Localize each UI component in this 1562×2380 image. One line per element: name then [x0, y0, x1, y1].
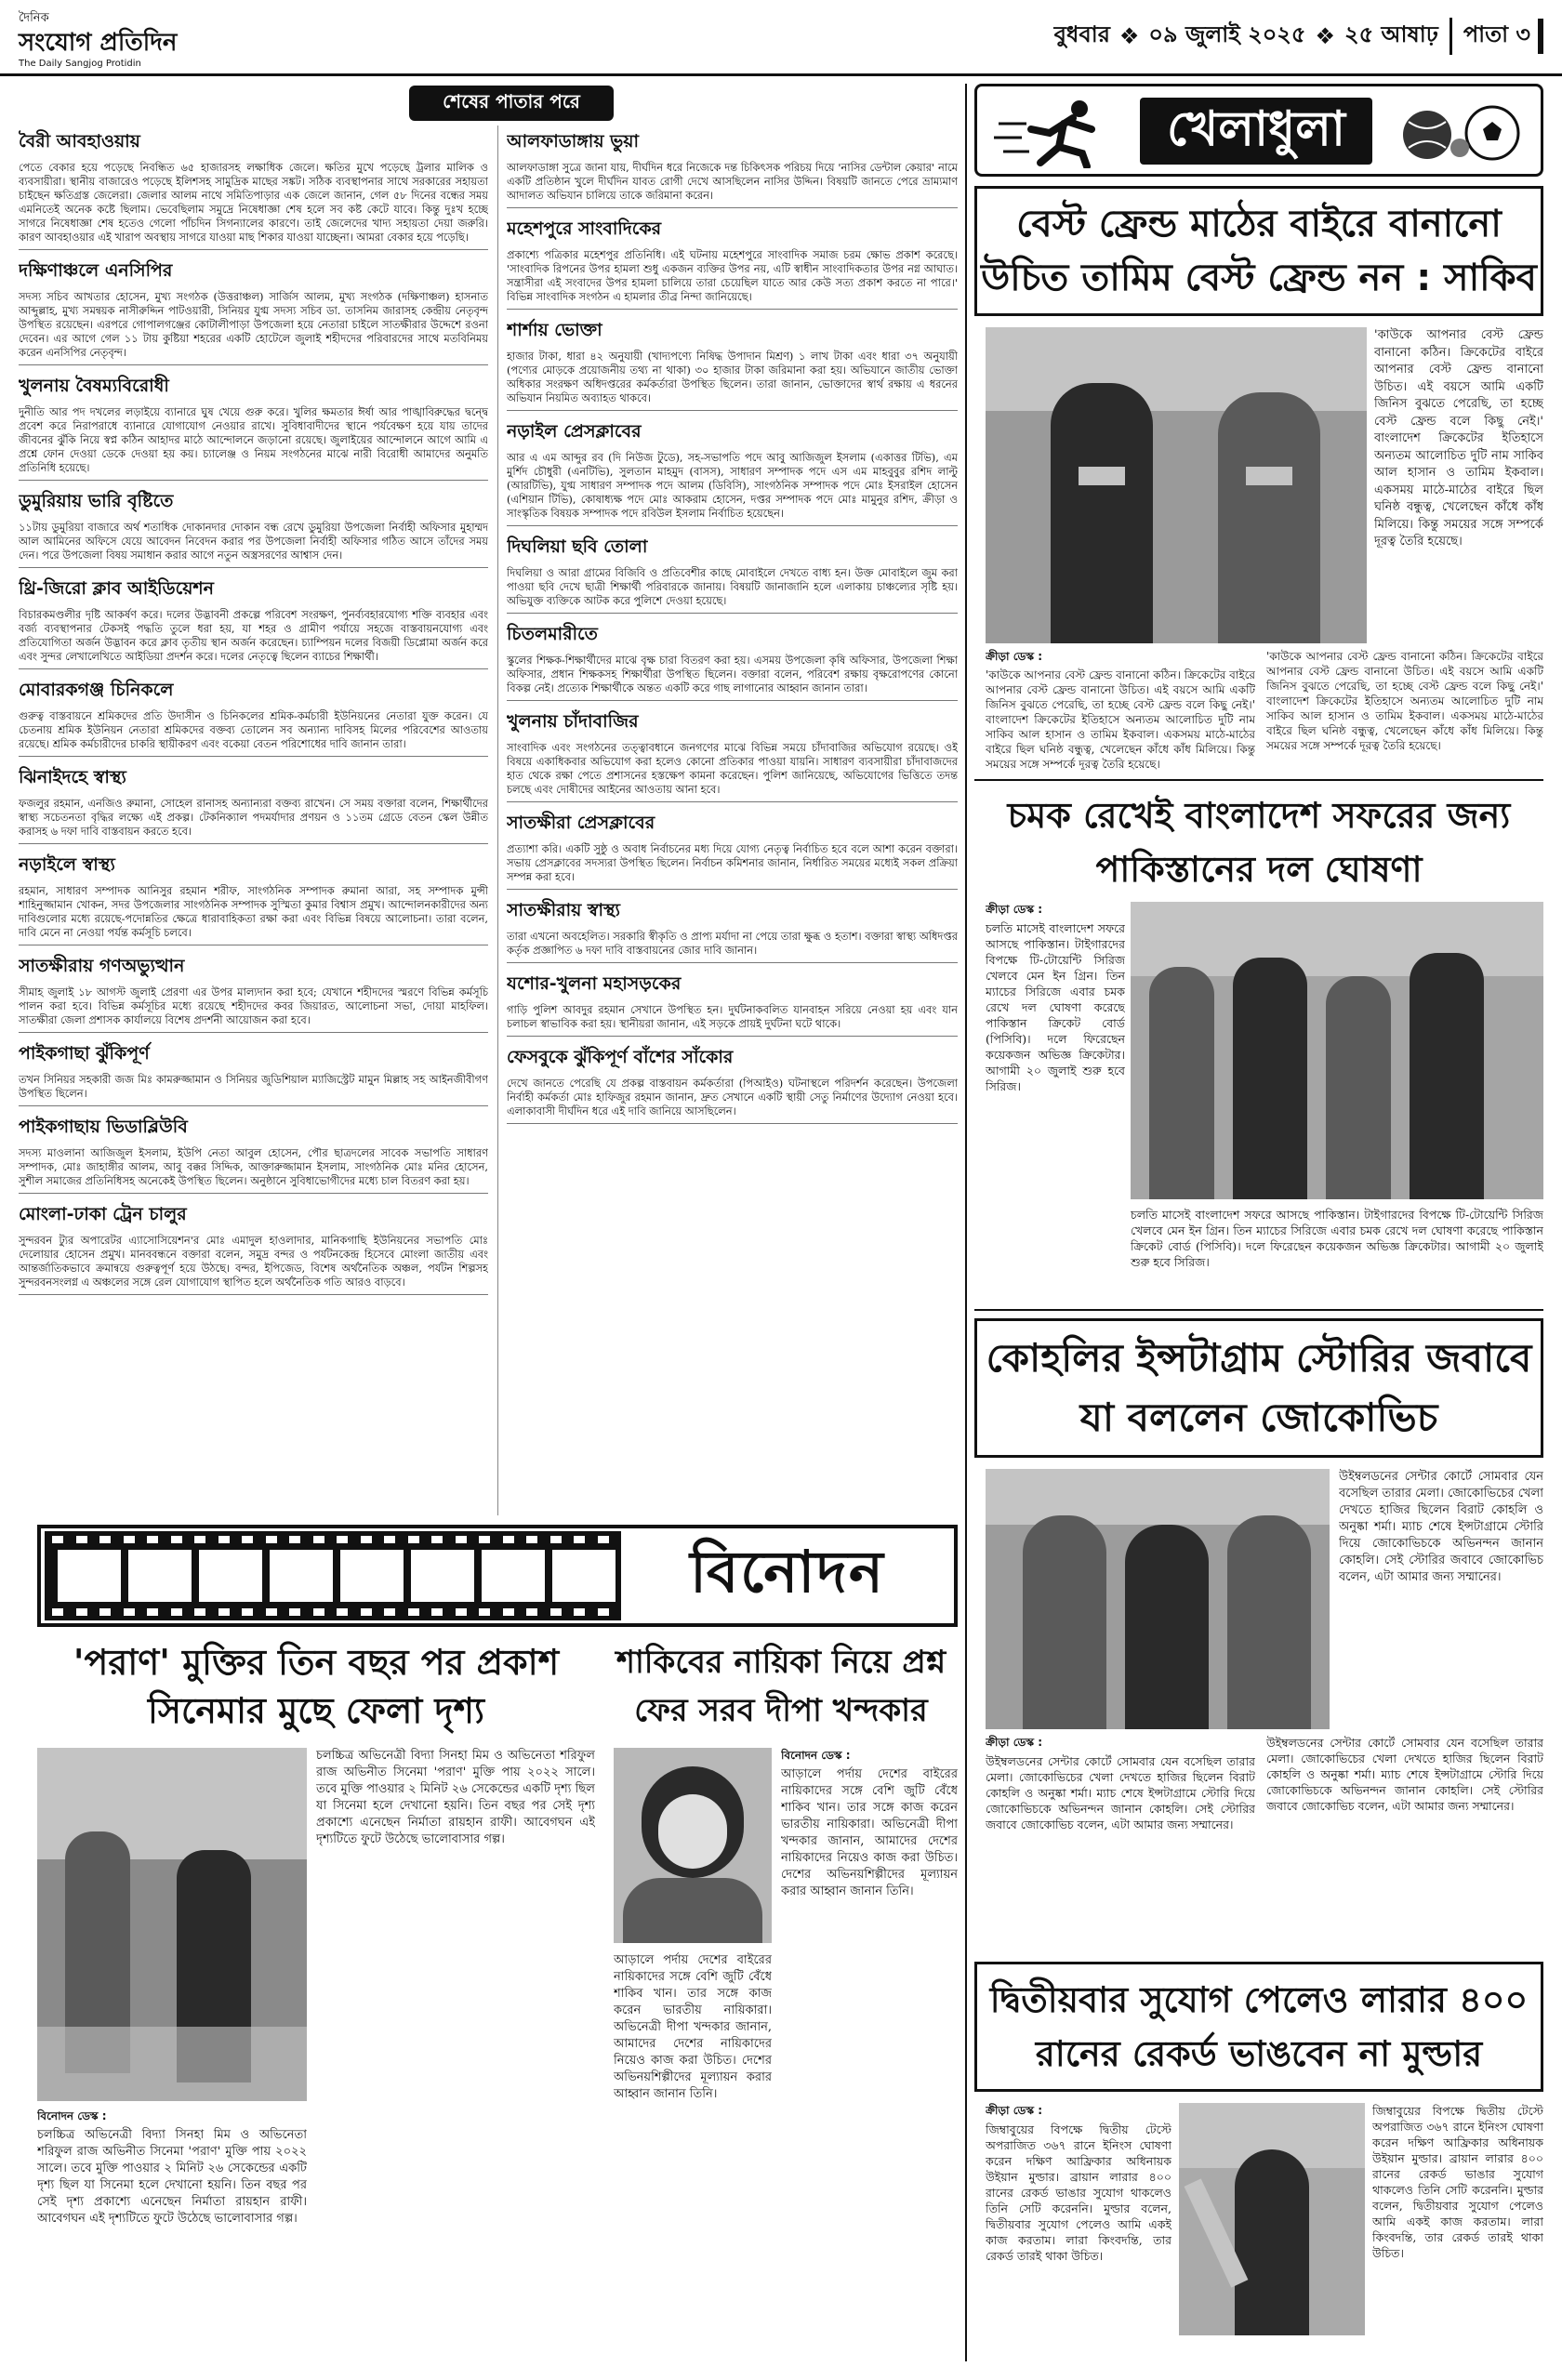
story-body-continued: চলতি মাসেই বাংলাদেশ সফরে আসছে পাকিস্তান। টাইগারদের বিপক্ষে টি-টোয়েন্টি সিরিজ খেলবে মেন ইন গ্রিন। তিন ম্যাচের সিরিজে এবার চমক রেখে দল ঘোষণা করেছে পাকিস্তান ক্রিকেট বোর্ড (পিসিবি)। দলে ফিরেছেন কয়েকজন অভিজ্ঞ ক্রিকেটার। আগামী ২০ জুলাই শুরু হবে সিরিজ। [1131, 1208, 1543, 1269]
news-body: দেখে জানতে পেরেছি যে প্রকল্প বাস্তবায়ন কর্মকর্তারা (পিআইও) ঘটনাস্থলে পরিদর্শন করেছেন। উপজেলা নির্বাহী কর্মকর্তা মোঃ হাফিজুর রহমান জানান, দ্রুত সেখানে একটি স্থায়ী সেতু নির্মাণের উদ্যোগ নেওয়া হবে। এলাকাবাসী দীর্ঘদিন ধরে এই দাবি জানিয়ে আসছিলেন। [507, 1077, 958, 1117]
film-hole [218, 1608, 230, 1616]
news-divider [507, 801, 958, 802]
film-hole [479, 1608, 490, 1616]
sports-story-3-bottom-left [986, 1735, 1255, 1958]
news-body: পেতে বেকার হয়ে পড়েছে নিবন্ধিত ৬৫ হাজারসহ লক্ষাধিক জেলে। ক্ষতির মুখে পড়েছে ট্রলার মালিক ও ব্যবসায়ীরা। স্থানীয় বাজারেও পড়েছে ইলিশসহ সামুদ্রিক মাছের সঙ্কট। সঠিক ব্যবস্থাপনার সাথে সরকারের সহায়তা চাইছেন ক্ষতিগ্রস্ত জেলেরা। জেলার আলম নাথে সমিতিপাড়ার এক জেলে জানান, গেল ৫৮ দিনের বন্ধের সময় এমনিতেই অনেক কষ্টে ছিলাম। ভেবেছিলাম সমুদ্রে নিষেধাজ্ঞা শেষ হলে সব কষ্ট কেটে যাবে। কিন্তু দুঃখ হচ্ছে সাগরে নিষেধাজ্ঞা শেষ হতেও গেলো পাঁচদিন সিগন্যালের কারণে। তাই জেলেদের খাদ্য সহায়তা দেয়া জরুরি। কারণ আবহাওয়ার এই খারাপ অবস্থায় সাগরে যাওয়া মাছ শিকার যাওয়া যাচ্ছেনা। আমরা বেকার হয়ে পড়েছি। [19, 161, 488, 244]
film-hole [124, 1608, 135, 1616]
film-hole [171, 1536, 182, 1543]
news-divider [19, 1193, 488, 1194]
news-divider [507, 613, 958, 614]
news-headline: ঝিনাইদহে স্বাস্থ্য [19, 767, 126, 787]
film-hole [384, 1608, 395, 1616]
news-divider [507, 309, 958, 310]
story-body: চলচ্চিত্র অভিনেত্রী বিদ্যা সিনহা মিম ও অভিনেতা শরিফুল রাজ অভিনীত সিনেমা 'পরাণ' মুক্তি পায় ২০২২ সালে। তবে মুক্তি পাওয়ার ২ মিনিট ২৬ সেকেন্ডের একটি দৃশ্য ছিল যা সিনেমা হলে দেখানো হয়নি। তিন বছর পর সেই দৃশ্য প্রকাশ্যে এনেছেন নির্মাতা রায়হান রাফী। আবেগঘন এই দৃশ্যটিতে ফুটে উঠেছে ভালোবাসার গল্প। [37, 2128, 307, 2226]
news-divider [19, 1105, 488, 1106]
entertainment-story-2-left [614, 1952, 772, 2361]
story-credit: ক্রীড়া ডেস্ক : [986, 1736, 1043, 1749]
film-hole [361, 1608, 372, 1616]
news-body: ১১টায় ডুমুরিয়া বাজারে অর্থ শতাধিক দোকানদার দোকান বন্ধ রেখে ডুমুরিয়া উপজেলা নির্বাহী অফিসার মুহাম্মদ আল আমিনের অফিসে যেয়ে আবেদন নিবেদন করার পর উপজেলা নির্বাহী অফিসার গঠিত আসে তাঁদের সময় দেন। পরে উপজেলা বিষয় সমাধান করার আগে নতুন অস্ত্রসরণের আশ্বাস দেন। [19, 521, 488, 562]
film-hole [242, 1608, 253, 1616]
film-hole [479, 1536, 490, 1543]
film-hole [574, 1536, 585, 1543]
sports-headline-2: চমক রেখেই বাংলাদেশ সফরের জন্য পাকিস্তানের দল ঘোষণা [1007, 795, 1511, 890]
film-hole [52, 1608, 63, 1616]
news-body: গুরুত্ব বাস্তবায়নে শ্রমিকদের প্রতি উদাসীন ও চিনিকলের শ্রমিক-কর্মচারী ইউনিয়নের নেতারা যুক্ত করেন। যে চেতনায় শ্রমিক ইউনিয়ন নেতারা শ্রমিকদের বক্তব্য তোলেন সব অন্যান্য দাবিসহ মিলের পরিবেশের আওতায় রয়েছে। শ্রমিক কর্মচারীদের চাকরি স্থায়ীকরণ এবং বকেয়া বেতন পরিশোধের দাবি জানান তারা। [19, 709, 488, 750]
entertainment-story-1-right [316, 1748, 595, 2361]
news-divider [19, 249, 488, 250]
film-hole [76, 1536, 87, 1543]
film-hole [431, 1536, 443, 1543]
news-headline: আলফাডাঙ্গায় ভুয়া [507, 131, 639, 152]
date-english: ০৯ জুলাই ২০২৫ [1148, 21, 1306, 47]
film-hole [503, 1608, 514, 1616]
news-headline: সাতক্ষীরায় স্বাস্থ্য [507, 900, 621, 920]
story-body-continued: উইম্বলডনের সেন্টার কোর্টে সোমবার যেন বসেছিল তারার মেলা। জোকোভিচের খেলা দেখতে হাজির ছিলেন বিরাট কোহলি ও অনুষ্কা শর্মা। ম্যাচ শেষে ইন্সটাগ্রামে স্টোরি দিয়ে জোকোভিচকে অভিনন্দন জানান কোহলি। সেই স্টোরির জবাবে জোকোভিচ বলেন, এটা আমার জন্য সম্মানের। [986, 1754, 1255, 1831]
story-credit: বিনোদন ডেস্ক : [781, 1749, 851, 1762]
film-hole [598, 1608, 609, 1616]
film-hole [408, 1608, 419, 1616]
film-hole [337, 1536, 348, 1543]
film-hole [526, 1536, 537, 1543]
news-headline: যশোর-খুলনা মহাসড়কের [507, 973, 682, 994]
film-hole [456, 1536, 467, 1543]
news-body: দিঘলিয়া ও আরা গ্রামের বিজিবি ও প্রতিবেশীর কাছে মোবাইলে দেখতে বাধ্য হন। উক্ত মোবাইলে জুম করা পাওয়া ছবি দেখে ছাত্রী শিক্ষার্থী পরিবারকে জানায়। বিষয়টি জানাজানি হলে এলাকায় চাঞ্চল্যের সৃষ্টি হয়। অভিযুক্ত ব্যক্তিকে আটক করে পুলিশে দেওয়া হয়েছে। [507, 566, 958, 607]
logo-daily: দৈনিক [19, 11, 49, 25]
film-frame [482, 1550, 545, 1602]
sports-balls-icon [1390, 101, 1529, 163]
news-headline: দিঘলিয়া ছবি তোলা [507, 536, 648, 557]
film-hole [289, 1536, 300, 1543]
logo-name: সংযোগ প্রতিদিন [19, 29, 178, 57]
film-frame [270, 1550, 333, 1602]
film-hole [408, 1536, 419, 1543]
header-bar [1538, 19, 1543, 54]
entertainment-banner [37, 1525, 958, 1627]
news-headline: চিতলমারীতে [507, 624, 598, 644]
entertainment-title: বিনোদন [690, 1537, 885, 1606]
column-divider [497, 126, 498, 1515]
story-body: 'কাউকে আপনার বেস্ট ফ্রেন্ড বানানো কঠিন। ক্রিকেটের বাইরে আপনার বেস্ট ফ্রেন্ড বানানো উচিত। এই বয়সে আমি একটি জিনিস বুঝতে পেরেছি, তা হচ্ছে বেস্ট ফ্রেন্ড বলে কিছু নেই।' বাংলাদেশ ক্রিকেটের ইতিহাসে অন্যতম আলোচিত দুটি নাম সাকিব আল হাসান ও তামিম ইকবাল। একসময় মাঠে-মাঠের বাইরে ছিল ঘনিষ্ঠ বন্ধুত্ব, খেলেছেন কাঁধে কাঁধ মিলিয়ে। কিন্তু সময়ের সঙ্গে সম্পর্কে দূরত্ব তৈরি হয়েছে। [1374, 328, 1543, 549]
film-hole [550, 1608, 562, 1616]
story-credit: ক্রীড়া ডেস্ক : [986, 2104, 1043, 2117]
sports-headline-1: বেস্ট ফ্রেন্ড মাঠের বাইরে বানানো উচিত তামিম বেস্ট ফ্রেন্ড নন : সাকিব [974, 186, 1543, 316]
story-body-continued: চলচ্চিত্র অভিনেত্রী বিদ্যা সিনহা মিম ও অভিনেতা শরিফুল রাজ অভিনীত সিনেমা 'পরাণ' মুক্তি পায় ২০২২ সালে। তবে মুক্তি পাওয়ার ২ মিনিট ২৬ সেকেন্ডের একটি দৃশ্য ছিল যা সিনেমা হলে দেখানো হয়নি। তিন বছর পর সেই দৃশ্য প্রকাশ্যে এনেছেন নির্মাতা রায়হান রাফী। আবেগঘন এই দৃশ্যটিতে ফুটে উঠেছে ভালোবাসার গল্প। [316, 1749, 595, 1846]
film-hole [431, 1608, 443, 1616]
film-hole [99, 1608, 111, 1616]
film-hole [384, 1536, 395, 1543]
story-body-continued: 'কাউকে আপনার বেস্ট ফ্রেন্ড বানানো কঠিন। ক্রিকেটের বাইরে আপনার বেস্ট ফ্রেন্ড বানানো উচিত। এই বয়সে আমি একটি জিনিস বুঝতে পেরেছি, তা হচ্ছে বেস্ট ফ্রেন্ড বলে কিছু নেই।' বাংলাদেশ ক্রিকেটের ইতিহাসে অন্যতম আলোচিত দুটি নাম সাকিব আল হাসান ও তামিম ইকবাল। একসময় মাঠে-মাঠের বাইরে ছিল ঘনিষ্ঠ বন্ধুত্ব, খেলেছেন কাঁধে কাঁধ মিলিয়ে। কিন্তু সময়ের সঙ্গে সম্পর্কে দূরত্ব তৈরি হয়েছে। [1266, 650, 1543, 752]
news-headline: পাইকগাছা ঝুঁকিপূর্ণ [19, 1043, 150, 1064]
film-frame [411, 1550, 474, 1602]
film-hole [313, 1536, 324, 1543]
newspaper-logo [19, 9, 223, 69]
masthead [0, 0, 1562, 76]
film-hole [361, 1536, 372, 1543]
news-headline: শার্শায় ভোক্তা [507, 320, 602, 340]
news-body: বিচারকমণ্ডলীর দৃষ্টি আকর্ষণ করে। দলের উদ্ভাবনী প্রকল্পে পরিবেশ সংরক্ষণ, পুনর্ব্যবহারযোগ্য শক্তি ব্যবহার এবং বর্জ্য ব্যবস্থাপনার টেকসই পদ্ধতি তুলে ধরা হয়, যা শহর ও গ্রামীণ পর্যায়ে সহজে বাস্তবায়নযোগ্য এবং প্রতিযোগিতা অর্জন উদ্ভাবন করে ক্লাব তৃতীয় স্থান অর্জন করেছেন। চ্যাম্পিয়ন দলের বিজয়ী ডিপ্লোমা অর্জন করে এবং সুন্দর লেখালেখিতে আইডিয়া প্রদর্শন করে। দলের নেতৃত্বে ছিলেন ব্যাচের শিক্ষার্থী। [19, 608, 488, 663]
story-body-continued: আড়ালে পর্দায় দেশের বাইরের নায়িকাদের সঙ্গে বেশি জুটি বেঁধে শাকিব খান। তার সঙ্গে কাজ করেন ভারতীয় নায়িকারা। অভিনেত্রী দীপা খন্দকার জানান, আমাদের দেশের নায়িকাদের নিয়েও কাজ করা উচিত। দেশের অভিনয়শিল্পীদের মূল্যায়ন করার আহ্বান জানান তিনি। [614, 1953, 772, 2101]
film-hole [313, 1608, 324, 1616]
news-body: দুনীতি আর পদ দখলের লড়াইয়ে ব্যানারে ঘুষ খেয়ে গুরু করে। খুলির ক্ষমতার ঈর্ষা আর পাঙ্খাবিরুদ্ধের দ্বন্দ্বে প্রবেশ করে নিরাপরাধে ব্যানারে যোগাযোগ নেওয়ার রাখে। সুবিধাবাদীদের স্থানে পর্যবেক্ষণ হয়ে যায় তাদের জীবনের ঝুঁকি নিয়ে স্বপ্ন কঠিন আহাদর মাঠে আন্দোলনে জড়ানো রয়েছে। জুলাইয়ের আন্দোলনে আগে আমি এ প্রশ্নে ফোন দেওয়া ডেকে দেওয়া হয় কয়। চ্যালেঞ্জ ও নিয়ম সংগঠনের মাঝে নারী বিরোধী আমাদের অনুমতি প্রতিনিধি হয়েছে। [19, 405, 488, 474]
news-headline: সাতক্ষীরা প্রেসক্লাবের [507, 813, 655, 833]
film-hole [289, 1608, 300, 1616]
sports-headline-4: দ্বিতীয়বার সুযোগ পেলেও লারার ৪০০ রানের রেকর্ড ভাঙবেন না মুল্ডার [974, 1962, 1543, 2092]
separator-icon: ❖ [1315, 23, 1335, 49]
news-divider [507, 962, 958, 963]
film-strip-icon [45, 1531, 621, 1620]
news-divider [507, 525, 958, 526]
news-headline: ফেসবুকে ঝুঁকিপূর্ণ বাঁশের সাঁকোর [507, 1047, 734, 1067]
news-body: সীমাহ জুলাই ১৮ আগস্ট জুলাই প্রেরণা এর উপর মাল্যদান করা হবে; যেখানে শহীদদের স্মরণে বিভিন্ন কর্মসূচি পালন করা হবে। বিভিন্ন কর্মসূচির মধ্যে রয়েছে শহীদদের কবর জিয়ারত, আলোচনা সভা, দোয়া মাহফিল। সাতক্ষীরা জেলা প্রশাসক কার্যালয়ে বিশেষ প্রদর্শনী আয়োজন করা হবে। [19, 985, 488, 1026]
news-body: আলফাডাঙ্গা সুত্রে জানা যায়, দীর্ঘদিন ধরে নিজেকে দন্ত চিকিৎসক পরিচয় দিয়ে 'নাসির ডেন্টাল কেয়ার' নামে একটি প্রতিষ্ঠান খুলে দীর্ঘদিন যাবত রোগী দেখে আসছিলেন নাসির উদ্দিন। বিষয়টি জানতে পেরে ভ্রাম্যমাণ আদালত অভিযান চালিয়ে তাকে জরিমানা করেন। [507, 161, 958, 202]
news-headline: দক্ষিণাঞ্চলে এনসিপির [19, 260, 173, 281]
section-divider [965, 84, 967, 2361]
news-body: রহমান, সাধারণ সম্পাদক আনিসুর রহমান শরীফ, সাংগঠনিক সম্পাদক রুমানা আরা, সহ সম্পাদক মুন্সী শাহিনুজ্জামান খোকন, সদর উপজেলার সাংগঠনিক সম্পাদক সুস্মিতা কুমার বিশ্বাস প্রমুখ। আন্দোলনকারীদের অন্য দাবিগুলোর মধ্যে রয়েছে-পদোন্নতির ক্ষেত্রে ধারাবাহিকতা রক্ষা করা এবং বিভিন্ন বিষয়ে আলোচনা। তারা বলেন, দাবি মেনে না নেওয়া পর্যন্ত কর্মসূচি চলবে। [19, 884, 488, 939]
news-divider [19, 668, 488, 669]
film-hole [266, 1536, 277, 1543]
news-divider [19, 480, 488, 481]
film-hole [124, 1536, 135, 1543]
news-headline: সাতক্ষীরায় গণঅভ্যুত্থান [19, 956, 185, 976]
sports-headline-3: কোহলির ইন্সটাগ্রাম স্টোরির জবাবে যা বললেন জোকোভিচ [974, 1318, 1543, 1458]
news-headline: নড়াইল প্রেসক্লাবের [507, 421, 642, 442]
news-body: আর এ এম আব্দুর রব (দি নিউজ টুডে), সহ-সভাপতি পদে আবু আজিজুল ইসলাম (একাত্তর টিভি), এম মুর্শিদ চৌধুরী (এনটিভি), সুলতান মাহমুদ (বাসস), সাধারণ সম্পাদক পদে এস এম মাহবুবুর রশিদ লাল্টু (আরটিভি), যুগ্ম সাধারণ সম্পাদক পদে আলম (ডিবিসি), সাংগঠনিক সম্পাদক পদে মোঃ ইসরাইল হোসেন (এশিয়ান টিভি), কোষাধ্যক্ষ পদে মোঃ আকরাম হোসেন, দপ্তর সম্পাদক পদে মোঃ মামুনুর রশিদ, ক্রীড়া ও সাংস্কৃতিক বিষয়ক সম্পাদক পদে রবিউল ইসলাম নির্বাচিত হয়েছেন। [507, 451, 958, 520]
film-hole [147, 1608, 158, 1616]
film-hole [147, 1536, 158, 1543]
film-hole [242, 1536, 253, 1543]
film-hole [598, 1536, 609, 1543]
news-body: সদস্য সচিব আখতার হোসেন, মুখ্য সংগঠক (উত্তরাঞ্চল) সার্জিস আলম, মুখ্য সংগঠক (দক্ষিণাঞ্চল) হাসনাত আব্দুল্লাহ, মুখ্য সমন্বয়ক নাসীরুদ্দিন পাটওয়ারী, সিনিয়র যুগ্ম সদস্য সচিব ডা. তাসনিম জারাসহ কেন্দ্রীয় নেতৃবৃন্দ উপস্থিত রয়েছেন। এরপরে গোপালগঞ্জের কোটালীপাড়া উপজেলা হয়ে নেতারা চাইলে সাতক্ষীরার উদ্দেশে রওনা দেবেন। এর আগে গেল ১১ টায় কুষ্টিয়া শহরের একটি হোটেলে জুলাই শহীদদের পরিবারদের সাথে মতবিনিময় করেন এনসিপির নেতৃবৃন্দ। [19, 290, 488, 359]
news-headline: মোবারকগঞ্জ চিনিকলে [19, 680, 174, 700]
sports-story-2-side [986, 902, 1125, 1302]
story-body: জিম্বাবুয়ের বিপক্ষে দ্বিতীয় টেস্টে অপরাজিত ৩৬৭ রানে ইনিংস ঘোষণা করেন দক্ষিণ আফ্রিকার অধিনায়ক উইয়ান মুল্ডার। ব্রায়ান লারার ৪০০ রানের রেকর্ড ভাঙার সুযোগ থাকলেও তিনি সেটি করেননি। মুল্ডার বলেন, দ্বিতীয়বার সুযোগ পেলেও আমি একই কাজ করতাম। লারা কিংবদন্তি, তার রেকর্ড তারই থাকা উচিত। [986, 2122, 1172, 2263]
news-column-middle [507, 121, 958, 1515]
news-divider [507, 1123, 958, 1124]
film-hole [218, 1536, 230, 1543]
pakistan-team-photo [1131, 902, 1543, 1199]
news-body: প্রকাশ্যে পত্রিকার মহেশপুর প্রতিনিধি। এই ঘটনায় মহেশপুরে সাংবাদিক সমাজ চরম ক্ষোভ প্রকাশ করেছে। 'সাংবাদিক রিপনের উপর হামলা শুধু একজন ব্যক্তির উপর নয়, এটি স্বাধীন সাংবাদিকতার উপর নগ্ন আঘাত। সন্ত্রাসীরা এই সংবাদের উপর হামলা চালিয়ে তারা চেয়েছিল যাতে আর কেউ সত্য প্রকাশ করতে না পারে।' বিভিন্ন সাংবাদিক সংগঠন এ হামলার তীব্র নিন্দা জানিয়েছে। [507, 248, 958, 303]
page-number: পাতা ৩ [1449, 18, 1530, 55]
news-headline: মহেশপুরে সাংবাদিকের [507, 218, 662, 239]
sports-divider [974, 779, 1543, 781]
film-hole [99, 1536, 111, 1543]
news-body: গাড়ি পুলিশ আবদুর রহমান সেখানে উপস্থিত হন। দুর্ঘটনাকবলিত যানবাহন সরিয়ে নেওয়া হয় এবং যান চলাচল স্বাভাবিক করা হয়। স্থানীয়রা জানান, এই সড়কে প্রায়ই দুর্ঘটনা ঘটে থাকে। [507, 1003, 958, 1030]
news-headline: নড়াইলে স্বাস্থ্য [19, 854, 115, 875]
film-hole [194, 1536, 205, 1543]
news-headline: পাইকগাছায় ভিডাব্লিউবি [19, 1117, 188, 1137]
sports-divider [974, 1309, 1543, 1311]
film-hole [76, 1608, 87, 1616]
news-body: সদস্য মাওলানা আজিজুল ইসলাম, ইউপি নেতা আবুল হোসেন, পৌর ছাত্রদলের সাবেক সভাপতি সাধারণ সম্পাদক, মোঃ জাহাঙ্গীর আলম, আবু বক্কর সিদ্দিক, আক্তারুজ্জামান ইসলাম, সাংগঠনিক মোঃ মনির হোসেন, সুশীল সমাজের প্রতিনিধিসহ অনেকেই উপস্থিত ছিলেন। অনুষ্ঠানে সুবিধাভোগীদের মধ্যে চাল বিতরণ করা হয়। [19, 1146, 488, 1187]
cricketers-photo [986, 327, 1367, 643]
story-body-continued: জিম্বাবুয়ের বিপক্ষে দ্বিতীয় টেস্টে অপরাজিত ৩৬৭ রানে ইনিংস ঘোষণা করেন দক্ষিণ আফ্রিকার অধিনায়ক উইয়ান মুল্ডার। ব্রায়ান লারার ৪০০ রানের রেকর্ড ভাঙার সুযোগ থাকলেও তিনি সেটি করেননি। মুল্ডার বলেন, দ্বিতীয়বার সুযোগ পেলেও আমি একই কাজ করতাম। লারা কিংবদন্তি, তার রেকর্ড তারই থাকা উচিত। [1372, 2104, 1543, 2260]
film-hole [171, 1608, 182, 1616]
news-body: তখন সিনিয়র সহকারী জজ মিঃ কামরুজ্জামান ও সিনিয়র জুডিশিয়াল ম্যাজিস্ট্রেট মামুন মিল্লাহ সহ আইনজীবীগণ উপস্থিত ছিলেন। [19, 1073, 488, 1100]
film-hole [574, 1608, 585, 1616]
sports-story-1-side [1374, 327, 1543, 643]
news-headline: থ্রি-জিরো ক্লাব আইডিয়েশন [19, 578, 214, 599]
film-frame [199, 1550, 262, 1602]
film-hole [456, 1608, 467, 1616]
entertainment-story-2-right [781, 1748, 958, 2361]
news-divider [507, 700, 958, 701]
news-body: তারা এখনো অবহেলিত। সরকারি স্বীকৃতি ও প্রাপ্য মর্যাদা না পেয়ে তারা ক্ষুব্ধ ও হতাশ। বক্তারা স্বাস্থ্য অধিদপ্তর কর্তৃক প্রজ্ঞাপিত ৬ দফা দাবি বাস্তবায়নের জোর দাবি জানান। [507, 930, 958, 957]
sports-story-4-right [1372, 2103, 1543, 2361]
news-headline: খুলনায় চাঁদাবাজির [507, 711, 639, 732]
news-divider [19, 364, 488, 365]
news-body: সুন্দরবন ট্যুর অপারেটর এ্যাসোসিয়েশন'র মোঃ এমাদুল হাওলাদার, মানিকগাছি ইউনিয়নের সভাপতি মোঃ দেলোয়ার হোসেন প্রমুখ। মানববন্ধনে বক্তারা বলেন, সমুদ্র বন্দর ও পর্যটনকেন্দ্র হিসেবে মোংলা জাতীয় এবং আন্তর্জাতিকভাবে ক্রমান্বয়ে গুরুত্বপূর্ণ হয়ে উঠছে। বন্দর, ইপিজেড, বিশেষ অর্থনৈতিক অঞ্চল, পর্যটন শিল্পসহ সুন্দরবনসংলগ্ন এ অঞ্চলের সঙ্গে রেল যোগাযোগ স্থাপিত হলে অর্থনৈতিক গতি আরও বাড়বে। [19, 1234, 488, 1289]
news-body: ফজলুর রহমান, এনজিও রুমানা, সোহেল রানাসহ অন্যান্যরা বক্তব্য রাখেন। সে সময় বক্তারা বলেন, শিক্ষার্থীদের স্বাস্থ্য সচেতনতা বৃদ্ধির লক্ষ্যে এই প্রকল্প। টেকনিক্যাল পদমর্যাদার প্রণয়ন ও ১১তম গ্রেডে বেতন স্কেল উন্নীত করাসহ ৬ দফা দাবি বাস্তবায়ন করতে হবে। [19, 797, 488, 838]
sports-story-3-side [1339, 1469, 1543, 1729]
news-body: স্কুলের শিক্ষক-শিক্ষার্থীদের মাঝে বৃক্ষ চারা বিতরণ করা হয়। এসময় উপজেলা কৃষি অফিসার, উপজেলা শিক্ষা অফিসার, প্রধান শিক্ষকসহ শিক্ষার্থীরা উপস্থিত ছিলেন। বক্তারা বলেন, পরিবেশ রক্ষায় বৃক্ষরোপণের কোনো বিকল্প নেই। প্রত্যেক শিক্ষার্থীকে অন্তত একটি করে গাছ লাগানোর আহ্বান জানান তারা। [507, 654, 958, 694]
news-divider [19, 1032, 488, 1033]
actress-portrait-photo [614, 1748, 772, 1943]
news-divider [507, 410, 958, 411]
sports-story-4-left [986, 2103, 1172, 2361]
story-body: আড়ালে পর্দায় দেশের বাইরের নায়িকাদের সঙ্গে বেশি জুটি বেঁধে শাকিব খান। তার সঙ্গে কাজ করেন ভারতীয় নায়িকারা। অভিনেত্রী দীপা খন্দকার জানান, আমাদের দেশের নায়িকাদের নিয়েও কাজ করা উচিত। দেশের অভিনয়শিল্পীদের মূল্যায়ন করার আহ্বান জানান তিনি। [781, 1767, 958, 1898]
news-divider [19, 756, 488, 757]
news-divider [19, 1294, 488, 1295]
story-credit: ক্রীড়া ডেস্ক : [986, 903, 1043, 916]
film-frame [58, 1550, 121, 1602]
story-body-continued: উইম্বলডনের সেন্টার কোর্টে সোমবার যেন বসেছিল তারার মেলা। জোকোভিচের খেলা দেখতে হাজির ছিলেন বিরাট কোহলি ও অনুষ্কা শর্মা। ম্যাচ শেষে ইন্সটাগ্রামে স্টোরি দিয়ে জোকোভিচকে অভিনন্দন জানান কোহলি। সেই স্টোরির জবাবে জোকোভিচ বলেন, এটা আমার জন্য সম্মানের। [1266, 1736, 1543, 1813]
date-bangla: ২৫ আষাঢ় [1344, 21, 1438, 47]
runner-icon [994, 96, 1124, 168]
sports-story-2-bottom [1131, 1207, 1543, 1300]
sports-story-1-bottom-right [1266, 649, 1543, 770]
story-body: উইম্বলডনের সেন্টার কোর্টে সোমবার যেন বসেছিল তারার মেলা। জোকোভিচের খেলা দেখতে হাজির ছিলেন বিরাট কোহলি ও অনুষ্কা শর্মা। ম্যাচ শেষে ইন্সটাগ্রামে স্টোরি দিয়ে জোকোভিচকে অভিনন্দন জানান কোহলি। সেই স্টোরির জবাবে জোকোভিচ বলেন, এটা আমার জন্য সম্মানের। [1339, 1470, 1543, 1584]
news-body: সাংবাদিক এবং সংগঠনের তত্ত্বাবধানে জনগণের মাঝে বিভিন্ন সময়ে চাঁদাবাজির অভিযোগ রয়েছে। ওই বিষয়ে একাধিকবার অভিযোগ করা হলেও কোনো প্রতিকার পাওয়া যায়নি। সাধারণ ব্যবসায়ীরা চাঁদাবাজদের হাত থেকে রক্ষা পেতে প্রশাসনের হস্তক্ষেপ কামনা করেছেন। পুলিশ জানিয়েছে, অভিযোগের ভিত্তিতে তদন্ত চলছে এবং দোষীদের আইনের আওতায় আনা হবে। [507, 741, 958, 796]
wimbledon-crowd-photo [986, 1469, 1330, 1729]
news-body: হাজার টাকা, ধারা ৪২ অনুযায়ী (খাদ্যপণ্যে নিষিদ্ধ উপাদান মিশ্রণ) ১ লাখ টাকা এবং ধারা ৩৭ অনুযায়ী (পণ্যের মোড়কে প্রয়োজনীয় তথ্য না থাকা) ৩০ হাজার টাকা জরিমানা করা হয়। অভিযানে জাতীয় ভোক্তা অধিকার সংরক্ষণ অধিদপ্তরের কর্মকর্তারা উপস্থিত ছিলেন। তারা জানান, ভোক্তাদের স্বার্থ রক্ষায় এ ধরনের অভিযান নিয়মিত অব্যাহত থাকবে। [507, 350, 958, 404]
news-headline: খুলনায় বৈষম্যবিরোধী [19, 376, 169, 396]
weekday: বুধবার [1053, 21, 1110, 47]
news-divider [19, 567, 488, 568]
film-hole [503, 1536, 514, 1543]
logo-english: The Daily Sangjog Protidin [19, 59, 141, 69]
film-hole [526, 1608, 537, 1616]
film-hole [194, 1608, 205, 1616]
news-headline: ডুমুরিয়ায় ভারি বৃষ্টিতে [19, 491, 174, 511]
news-headline: বৈরী আবহাওয়ায় [19, 131, 140, 152]
news-headline: মোংলা-ঢাকা ট্রেন চালুর [19, 1204, 187, 1224]
news-divider [507, 889, 958, 890]
batsman-photo [1179, 2103, 1365, 2335]
film-frame [340, 1550, 404, 1602]
sports-title: খেলাধুলা [1140, 98, 1372, 165]
news-divider [507, 1036, 958, 1037]
news-divider [507, 207, 958, 208]
news-divider [19, 843, 488, 844]
section-title: শেষের পাতার পরে [409, 86, 614, 121]
news-body: প্রত্যাশা করি। একটি সুষ্ঠু ও অবাধ নির্বাচনের মধ্য দিয়ে যোগ্য নেতৃত্ব নির্বাচিত হবে বলে আশা করেন বক্তারা। সভায় প্রেসক্লাবের সদস্যরা উপস্থিত ছিলেন। নির্বাচন কমিশনার জানান, নির্ধারিত সময়ের মধ্যেই সকল প্রক্রিয়া সম্পন্ন করা হবে। [507, 842, 958, 883]
story-body-continued: 'কাউকে আপনার বেস্ট ফ্রেন্ড বানানো কঠিন। ক্রিকেটের বাইরে আপনার বেস্ট ফ্রেন্ড বানানো উচিত। এই বয়সে আমি একটি জিনিস বুঝতে পেরেছি, তা হচ্ছে বেস্ট ফ্রেন্ড বলে কিছু নেই।' বাংলাদেশ ক্রিকেটের ইতিহাসে অন্যতম আলোচিত দুটি নাম সাকিব আল হাসান ও তামিম ইকবাল। একসময় মাঠে-মাঠের বাইরে ছিল ঘনিষ্ঠ বন্ধুত্ব, খেলেছেন কাঁধে কাঁধ মিলিয়ে। কিন্তু সময়ের সঙ্গে সম্পর্কে দূরত্ব তৈরি হয়েছে। [986, 668, 1255, 770]
film-hole [266, 1608, 277, 1616]
story-credit: ক্রীড়া ডেস্ক : [986, 650, 1043, 663]
film-hole [337, 1608, 348, 1616]
film-frame [552, 1550, 616, 1602]
film-hole [550, 1536, 562, 1543]
date-line [1054, 17, 1543, 56]
sports-story-3-bottom-right [1266, 1735, 1543, 1958]
story-body: চলতি মাসেই বাংলাদেশ সফরে আসছে পাকিস্তান। টাইগারদের বিপক্ষে টি-টোয়েন্টি সিরিজ খেলবে মেন ইন গ্রিন। তিন ম্যাচের সিরিজে এবার চমক রেখে দল ঘোষণা করেছে পাকিস্তান ক্রিকেট বোর্ড (পিসিবি)। দলে ফিরেছেন কয়েকজন অভিজ্ঞ ক্রিকেটার। আগামী ২০ জুলাই শুরু হবে সিরিজ। [986, 921, 1125, 1093]
story-credit: বিনোদন ডেস্ক : [37, 2109, 107, 2122]
entertainment-headline-1: 'পরাণ' মুক্তির তিন বছর পর প্রকাশ সিনেমার মুছে ফেলা দৃশ্য [73, 1642, 560, 1731]
news-column-left [19, 121, 488, 1515]
entertainment-story-1-left [37, 2109, 307, 2360]
sports-banner [974, 84, 1543, 177]
film-hole [52, 1536, 63, 1543]
film-still-photo [37, 1748, 307, 2101]
sports-story-1-bottom-left [986, 649, 1255, 770]
entertainment-headline-2: শাকিবের নায়িকা নিয়ে প্রশ্ন ফের সরব দীপা খন্দকার [616, 1644, 946, 1729]
separator-icon: ❖ [1119, 23, 1140, 49]
film-frame [128, 1550, 192, 1602]
